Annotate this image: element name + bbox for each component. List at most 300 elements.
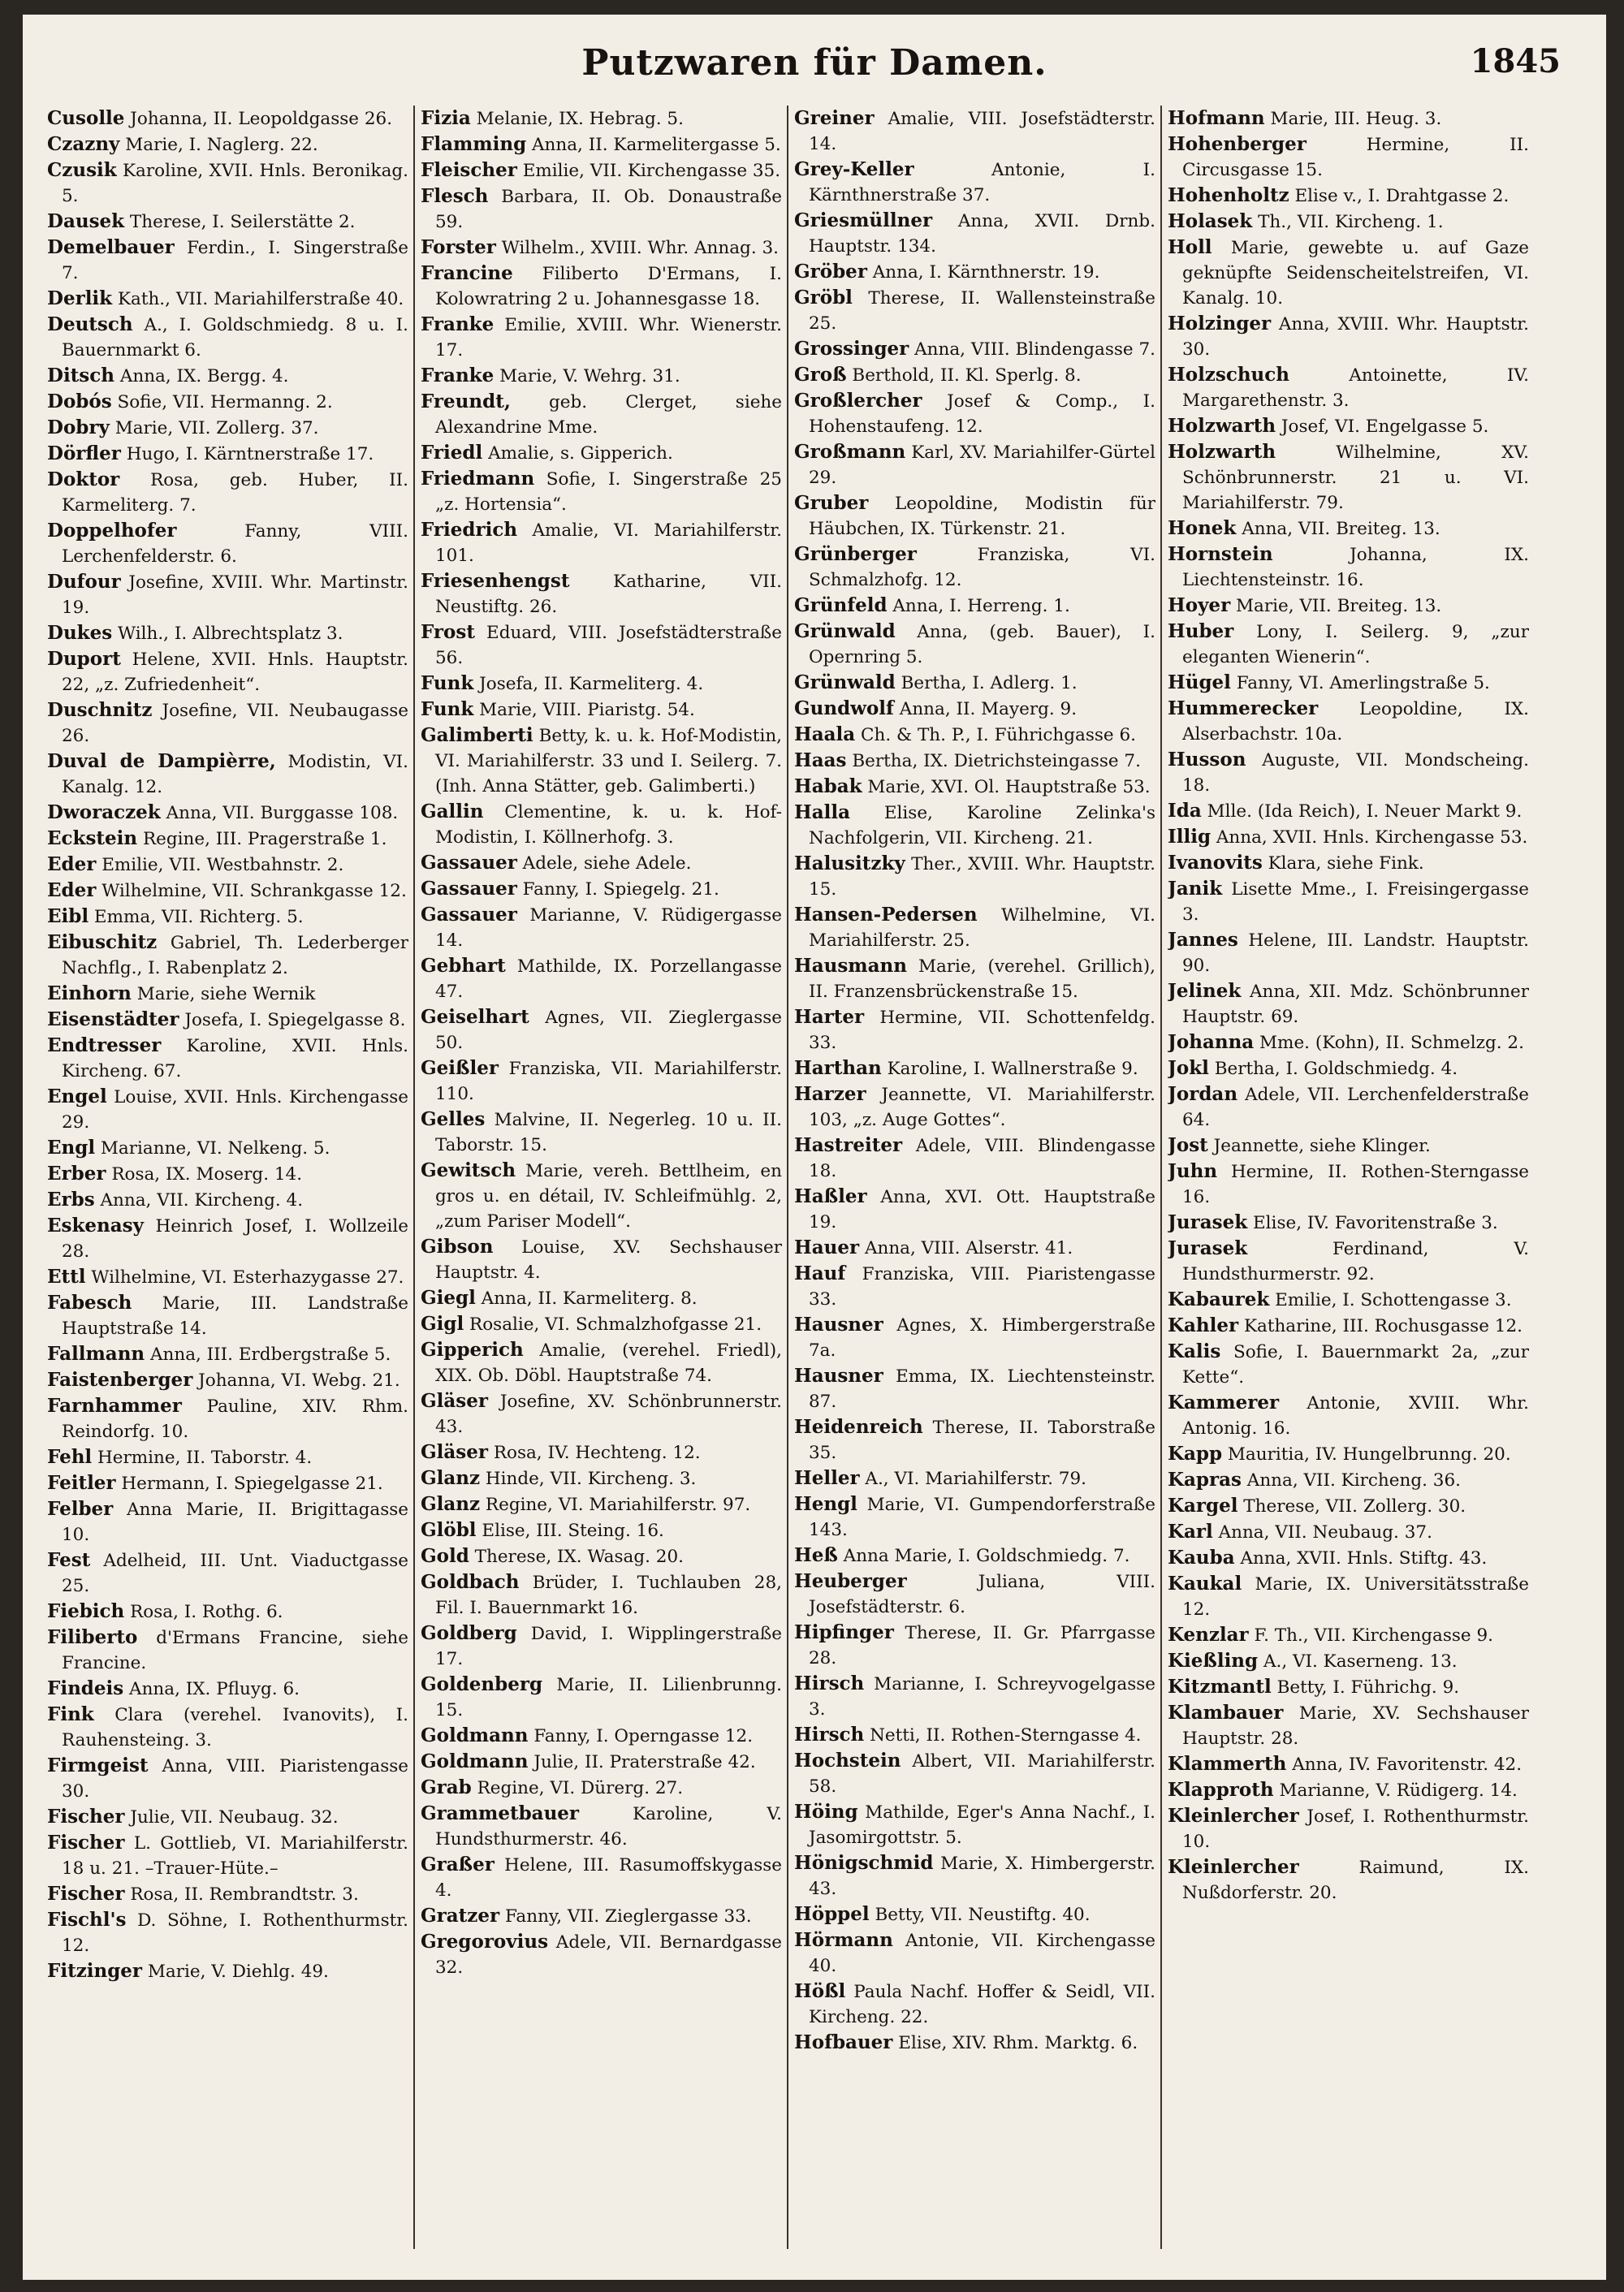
entry-details: Marianne, V. Rüdigergasse 14. [435, 905, 782, 951]
entry-name: Gassauer [421, 904, 517, 926]
entry-name: Glanz [421, 1493, 481, 1515]
entry-name: Czusik [47, 159, 117, 181]
entry-name: Freundt, [421, 391, 511, 412]
entry-details: Lisette Mme., I. Freisingergasse 3. [1182, 879, 1529, 925]
entry-name: Honek [1168, 517, 1237, 539]
entry-details: Amalie, s. Gipperich. [482, 443, 673, 464]
directory-entry [421, 1440, 782, 1465]
directory-entry [794, 670, 1155, 696]
entry-name: Gläser [421, 1441, 488, 1463]
entry-name: Heuberger [794, 1570, 907, 1592]
entry-details: Emilie, VII. Westbahnstr. 2. [96, 855, 344, 875]
directory-entry [1168, 1854, 1529, 1906]
entry-name: Kenzlar [1168, 1624, 1249, 1646]
directory-entry [1168, 850, 1529, 876]
directory-entry [1168, 1133, 1529, 1159]
directory-entry [47, 826, 408, 852]
entry-name: Hönigschmid [794, 1852, 934, 1874]
entry-details: Agnes, X. Himbergerstraße 7a. [809, 1315, 1155, 1361]
entry-details: Albert, VII. Mariahilferstr. 58. [809, 1751, 1155, 1797]
entry-details: Antoinette, IV. Margarethenstr. 3. [1182, 365, 1529, 411]
entry-name: Haala [794, 723, 856, 745]
directory-entry [47, 1444, 408, 1470]
entry-name: Filiberto [47, 1626, 138, 1648]
directory-entry [421, 261, 782, 312]
directory-entry [47, 441, 408, 467]
entry-details: Ferdinand, V. Hundsthurmerstr. 92. [1182, 1239, 1529, 1284]
entry-name: Halusitzky [794, 852, 905, 874]
entry-name: Hohenberger [1168, 133, 1307, 155]
directory-entry [1168, 439, 1529, 516]
entry-name: Friedrich [421, 519, 518, 541]
entry-name: Feitler [47, 1472, 116, 1494]
directory-entry [794, 953, 1155, 1004]
directory-entry [1168, 1287, 1529, 1313]
entry-name: Gröber [794, 261, 867, 283]
directory-entry [1168, 542, 1529, 593]
entry-details: Marie, siehe Wernik [131, 984, 316, 1004]
entry-name: Fiebich [47, 1600, 125, 1622]
entry-name: Greiner [794, 107, 875, 129]
directory-entry [47, 1958, 408, 1984]
entry-details: Mathilde, IX. Porzellangasse 47. [435, 956, 782, 1002]
entry-details: Brüder, I. Tuchlauben 28, Fil. I. Bauernmarkt 16. [435, 1573, 782, 1618]
directory-entry [421, 1672, 782, 1723]
directory-entry [47, 1676, 408, 1702]
entry-name: Dausek [47, 210, 125, 232]
directory-entry [47, 518, 408, 569]
directory-entry [794, 542, 1155, 593]
entry-name: Kargel [1168, 1495, 1238, 1517]
entry-details: Marie, III. Landstraße Hauptstraße 14. [62, 1293, 408, 1339]
directory-entry [421, 106, 782, 132]
entry-name: Dobry [47, 417, 110, 438]
entry-name: Friedmann [421, 468, 535, 490]
directory-entry [1168, 1210, 1529, 1236]
entry-details: Marie, VI. Gumpendorferstraße 143. [809, 1495, 1155, 1540]
entry-details: Marie, V. Wehrg. 31. [494, 366, 680, 386]
entry-name: Jokl [1168, 1057, 1209, 1079]
directory-entry [47, 286, 408, 312]
entry-details: Louise, XVII. Hnls. Kirchengasse 29. [62, 1087, 408, 1133]
entry-name: Deutsch [47, 313, 133, 335]
directory-entry [47, 1625, 408, 1676]
entry-details: Sofie, I. Singerstraße 25 „z. Hortensia“. [435, 469, 782, 515]
entry-name: Hoyer [1168, 594, 1231, 616]
entry-details: Julie, II. Praterstraße 42. [528, 1752, 756, 1772]
directory-entry [47, 620, 408, 646]
entry-details: Marie, I. Naglerg. 22. [119, 135, 318, 155]
entry-name: Fabesch [47, 1292, 132, 1314]
entry-name: Johanna [1168, 1031, 1255, 1053]
directory-entry [794, 748, 1155, 774]
directory-entry [794, 490, 1155, 542]
directory-entry [1168, 1081, 1529, 1133]
entry-name: Hügel [1168, 671, 1231, 693]
column-divider [787, 106, 788, 2249]
entry-details: Anna, II. Mayerg. 9. [893, 699, 1078, 719]
entry-details: Anna, VII. Kircheng. 36. [1241, 1470, 1461, 1491]
entry-details: Josefine, XVIII. Whr. Martinstr. 19. [62, 572, 408, 618]
entry-details: Heinrich Josef, I. Wollzeile 28. [62, 1216, 408, 1262]
directory-entry [1168, 1751, 1529, 1777]
entry-details: Jeannette, VI. Mariahilferstr. 103, „z. Auge Gottes“. [809, 1085, 1155, 1130]
directory-entry [794, 1414, 1155, 1465]
directory-entry [1168, 132, 1529, 183]
entry-details: D. Söhne, I. Rothenthurmstr. 12. [62, 1910, 408, 1956]
entry-details: Bertha, I. Goldschmiedg. 4. [1208, 1059, 1458, 1079]
directory-entry [47, 697, 408, 749]
entry-name: Großmann [794, 441, 906, 463]
entry-details: Adele, siehe Adele. [516, 853, 692, 874]
directory-entry [421, 1852, 782, 1903]
directory-entry [1168, 1648, 1529, 1674]
entry-details: Marianne, VI. Nelkeng. 5. [95, 1138, 330, 1159]
directory-entry [421, 1569, 782, 1621]
entry-details: Sofie, I. Bauernmarkt 2a, „zur Kette“. [1182, 1342, 1529, 1388]
entry-details: A., VI. Mariahilferstr. 79. [859, 1469, 1086, 1489]
directory-entry [47, 1007, 408, 1033]
entry-details: Anna, XII. Mdz. Schönbrunner Hauptstr. 69. [1182, 982, 1529, 1027]
entry-details: Anna, VIII. Piaristengasse 30. [62, 1756, 408, 1802]
entry-name: Goldbach [421, 1571, 520, 1593]
directory-entry [421, 1337, 782, 1388]
entry-name: Klammerth [1168, 1753, 1287, 1775]
directory-entry [47, 1161, 408, 1187]
entry-details: Josef & Comp., I. Hohenstaufeng. 12. [809, 391, 1155, 437]
directory-entry [421, 363, 782, 389]
directory-entry [1168, 1159, 1529, 1210]
entry-details: David, I. Wipplingerstraße 17. [435, 1624, 782, 1669]
directory-entry [1168, 978, 1529, 1029]
directory-entry [1168, 927, 1529, 978]
entry-name: Eckstein [47, 827, 138, 849]
entry-details: Franziska, VII. Mariahilferstr. 110. [435, 1059, 782, 1104]
entry-name: Husson [1168, 749, 1246, 770]
entry-name: Francine [421, 262, 513, 284]
directory-entry [794, 1620, 1155, 1671]
entry-name: Graßer [421, 1854, 495, 1875]
entry-details: Josefine, XV. Schönbrunnerstr. 43. [435, 1392, 782, 1437]
entry-name: Habak [794, 775, 862, 797]
entry-details: Juliana, VIII. Josefstädterstr. 6. [809, 1572, 1155, 1617]
entry-details: Johanna, II. Leopoldgasse 26. [124, 109, 393, 129]
directory-entry [47, 312, 408, 363]
entry-details: Rosa, I. Rothg. 6. [124, 1602, 283, 1622]
entry-name: Hofbauer [794, 2031, 893, 2053]
directory-entry [421, 1929, 782, 1980]
entry-name: Großlercher [794, 390, 922, 412]
directory-entry [47, 1830, 408, 1881]
directory-entry [1168, 413, 1529, 439]
directory-entry [421, 619, 782, 671]
directory-entry [47, 904, 408, 930]
directory-entry [47, 981, 408, 1007]
entry-name: Gassauer [421, 852, 517, 874]
entry-name: Jordan [1168, 1083, 1238, 1105]
entry-name: Gregorovius [421, 1931, 549, 1953]
entry-details: Josefa, I. Spiegelgasse 8. [179, 1010, 406, 1030]
entry-details: Rosa, IV. Hechteng. 12. [487, 1443, 701, 1463]
entry-details: Malvine, II. Negerleg. 10 u. II. Taborstr. 15. [435, 1110, 782, 1155]
entry-details: Elise, III. Steing. 16. [476, 1521, 664, 1541]
entry-details: Karoline, I. Wallnerstraße 9. [881, 1059, 1138, 1079]
entry-details: Therese, IX. Wasag. 20. [469, 1547, 684, 1567]
directory-entry [1168, 1493, 1529, 1519]
directory-entry [794, 1491, 1155, 1543]
entry-name: Dworaczek [47, 801, 161, 823]
directory-entry [421, 466, 782, 517]
entry-details: Anna Marie, II. Brigittagasse 10. [62, 1500, 408, 1545]
entry-name: Juhn [1168, 1160, 1218, 1182]
directory-entry [47, 1753, 408, 1804]
directory-entry [794, 1748, 1155, 1799]
directory-entry [421, 1107, 782, 1158]
entry-name: Gigl [421, 1313, 464, 1335]
directory-entry [1168, 824, 1529, 850]
entry-details: Gabriel, Th. Lederberger Nachflg., I. Rabenplatz 2. [62, 933, 408, 978]
directory-entry [794, 336, 1155, 362]
entry-details: Mme. (Kohn), II. Schmelzg. 2. [1254, 1033, 1524, 1053]
directory-entry [794, 1261, 1155, 1312]
entry-details: Barbara, II. Ob. Donaustraße 59. [435, 187, 782, 232]
entry-details: Helene, XVII. Hnls. Hauptstr. 22, „z. Zufriedenheit“. [62, 650, 408, 695]
entry-name: Hengl [794, 1493, 857, 1515]
directory-entry [794, 902, 1155, 953]
entry-name: Hauer [794, 1237, 860, 1258]
directory-entry [794, 259, 1155, 285]
entry-details: Anna, XVI. Ott. Hauptstraße 19. [809, 1187, 1155, 1232]
directory-entry [794, 1184, 1155, 1235]
entry-details: Anna, XVII. Hnls. Kirchengasse 53. [1211, 827, 1528, 848]
entry-name: Gebhart [421, 955, 506, 977]
entry-name: Heller [794, 1467, 860, 1489]
directory-entry [421, 1234, 782, 1285]
directory-entry [47, 749, 408, 800]
entry-details: Th., VII. Kircheng. 1. [1252, 212, 1444, 232]
entry-details: Emilie, VII. Kirchengasse 35. [516, 161, 781, 181]
directory-entry [47, 1702, 408, 1753]
entry-details: Melanie, IX. Hebrag. 5. [470, 109, 684, 129]
entry-name: Hohenholtz [1168, 184, 1289, 206]
directory-entry [47, 106, 408, 132]
entry-name: Faistenberger [47, 1369, 193, 1391]
directory-entry [794, 1569, 1155, 1620]
entry-name: Hausmann [794, 955, 907, 977]
entry-details: Johanna, IX. Liechtensteinstr. 16. [1182, 545, 1529, 590]
directory-entry [794, 1901, 1155, 1927]
directory-entry [421, 1903, 782, 1929]
entry-details: Adelheid, III. Unt. Viaductgasse 25. [62, 1551, 408, 1596]
directory-entry [1168, 209, 1529, 235]
entry-details: Rosa, II. Rembrandtstr. 3. [124, 1884, 359, 1905]
directory-entry [1168, 1441, 1529, 1467]
entry-details: Katharine, III. Rochusgasse 12. [1238, 1316, 1522, 1336]
directory-entry [794, 1465, 1155, 1491]
directory-entry [1168, 593, 1529, 619]
directory-entry [47, 1213, 408, 1264]
directory-entry [47, 389, 408, 415]
entry-name: Goldmann [421, 1724, 529, 1746]
directory-entry [421, 1543, 782, 1569]
directory-entry [47, 1804, 408, 1830]
directory-columns [47, 106, 1574, 2265]
entry-details: Netti, II. Rothen-Sterngasse 4. [864, 1725, 1142, 1746]
directory-entry [421, 1388, 782, 1440]
directory-entry [794, 362, 1155, 388]
directory-entry [794, 208, 1155, 259]
entry-name: Kaukal [1168, 1573, 1242, 1595]
entry-name: Felber [47, 1498, 114, 1520]
directory-entry [794, 1927, 1155, 1979]
directory-entry [1168, 1390, 1529, 1441]
entry-details: Regine, VI. Mariahilferstr. 97. [480, 1495, 751, 1515]
directory-entry [47, 569, 408, 620]
entry-name: Goldmann [421, 1750, 529, 1772]
entry-details: Hermine, II. Circusgasse 15. [1182, 135, 1529, 180]
entry-details: Therese, I. Seilerstätte 2. [124, 212, 356, 232]
entry-name: Hochstein [794, 1750, 901, 1772]
entry-details: Anna, VII. Breiteg. 13. [1236, 519, 1440, 539]
entry-details: Mlle. (Ida Reich), I. Neuer Markt 9. [1201, 801, 1522, 822]
entry-name: Funk [421, 698, 474, 720]
entry-name: Grünfeld [794, 594, 888, 616]
directory-entry [1168, 747, 1529, 798]
entry-details: Marie, X. Himbergerstr. 43. [809, 1854, 1155, 1899]
directory-entry [794, 1081, 1155, 1133]
entry-details: Johanna, VI. Webg. 21. [192, 1370, 400, 1391]
directory-entry [421, 1158, 782, 1234]
entry-name: Holzwarth [1168, 415, 1276, 437]
directory-entry [1168, 183, 1529, 209]
entry-details: d'Ermans Francine, siehe Francine. [62, 1628, 408, 1673]
directory-entry [421, 1491, 782, 1517]
entry-details: Pauline, XIV. Rhm. Reindorfg. 10. [62, 1396, 408, 1442]
entry-details: Marie, (verehel. Grillich), II. Franzensbrückenstraße 15. [809, 956, 1155, 1002]
directory-entry [47, 1290, 408, 1341]
entry-details: Marianne, V. Rüdigerg. 14. [1273, 1781, 1518, 1801]
entry-name: Fitzinger [47, 1960, 143, 1982]
entry-name: Duport [47, 648, 121, 670]
entry-details: Wilhelmine, XV. Schönbrunnerstr. 21 u. VI. Mariahilferstr. 79. [1182, 442, 1529, 513]
entry-details: Therese, II. Gr. Pfarrgasse 28. [809, 1623, 1155, 1668]
entry-name: Gelles [421, 1108, 486, 1130]
directory-entry [794, 800, 1155, 851]
entry-name: Dukes [47, 622, 113, 644]
column-divider [413, 106, 415, 2249]
entry-details: Ther., XVIII. Whr. Hauptstr. 15. [809, 854, 1155, 900]
directory-entry [421, 517, 782, 568]
directory-entry [794, 1799, 1155, 1850]
entry-details: Josef, VI. Engelgasse 5. [1276, 417, 1489, 437]
entry-name: Jelinek [1168, 980, 1242, 1002]
entry-name: Gröbl [794, 287, 853, 309]
entry-details: Emma, IX. Liechtensteinstr. 87. [809, 1366, 1155, 1412]
entry-details: A., VI. Kaserneng. 13. [1258, 1651, 1458, 1672]
directory-entry [421, 440, 782, 466]
entry-name: Grünwald [794, 671, 896, 693]
entry-name: Harthan [794, 1057, 882, 1079]
entry-name: Galimberti [421, 724, 533, 746]
entry-details: Therese, II. Wallensteinstraße 25. [809, 288, 1155, 334]
entry-name: Kapras [1168, 1469, 1242, 1491]
directory-entry [794, 619, 1155, 670]
directory-entry [421, 671, 782, 697]
entry-name: Fischer [47, 1806, 125, 1828]
directory-entry [421, 1801, 782, 1852]
page-title: Putzwaren für Damen. [581, 42, 1047, 84]
directory-entry [47, 1547, 408, 1599]
entry-details: Ferdin., I. Singerstraße 7. [62, 238, 408, 283]
entry-details: Anna, IV. Favoritenstr. 42. [1286, 1755, 1522, 1775]
entry-details: Karl, XV. Mariahilfer-Gürtel 29. [809, 442, 1155, 488]
directory-entry [1168, 362, 1529, 413]
entry-details: Lony, I. Seilerg. 9, „zur eleganten Wienerin“. [1182, 622, 1529, 667]
entry-details: Adele, VII. Bernardgasse 32. [435, 1932, 782, 1978]
entry-details: Rosalie, VI. Schmalzhofgasse 21. [464, 1314, 762, 1335]
directory-entry [421, 1749, 782, 1775]
directory-entry [1168, 1029, 1529, 1055]
directory-entry [47, 1264, 408, 1290]
entry-name: Eibuschitz [47, 931, 158, 953]
entry-details: Betty, VII. Neustiftg. 40. [869, 1905, 1091, 1925]
directory-entry [794, 722, 1155, 748]
entry-name: Friesenhengst [421, 570, 570, 592]
page-number: 1845 [1470, 42, 1561, 80]
entry-name: Jurasek [1168, 1237, 1248, 1259]
entry-name: Huber [1168, 620, 1234, 642]
directory-entry [47, 1393, 408, 1444]
directory-entry [421, 568, 782, 619]
entry-name: Endtresser [47, 1034, 162, 1056]
entry-name: Groß [794, 364, 847, 386]
entry-name: Kapp [1168, 1443, 1223, 1465]
directory-entry [1168, 1777, 1529, 1803]
entry-name: Fink [47, 1703, 94, 1725]
directory-entry [421, 1311, 782, 1337]
entry-name: Doktor [47, 468, 120, 490]
entry-details: Mathilde, Eger's Anna Nachf., I. Jasomirgottstr. 5. [809, 1802, 1155, 1848]
entry-name: Hirsch [794, 1673, 865, 1694]
column-3 [794, 106, 1155, 2265]
entry-details: Therese, II. Taborstraße 35. [809, 1418, 1155, 1463]
directory-entry [47, 930, 408, 981]
directory-entry [421, 1285, 782, 1311]
directory-entry [794, 1133, 1155, 1184]
entry-name: Eder [47, 879, 97, 901]
entry-details: Clementine, k. u. k. Hof-Modistin, I. Köllnerhofg. 3. [435, 802, 782, 848]
directory-entry [794, 1671, 1155, 1722]
entry-name: Fleischer [421, 159, 517, 181]
entry-name: Haßler [794, 1185, 867, 1207]
entry-details: Josefine, VII. Neubaugasse 26. [62, 701, 408, 746]
entry-details: Josef, I. Rothenthurmstr. 10. [1182, 1806, 1529, 1852]
directory-entry [47, 1470, 408, 1496]
directory-entry [421, 1055, 782, 1107]
entry-details: Hermine, VII. Schottenfeldg. 33. [809, 1008, 1155, 1053]
entry-details: Helene, III. Landstr. Hauptstr. 90. [1182, 930, 1529, 976]
directory-entry [794, 851, 1155, 902]
entry-details: Marie, VII. Breiteg. 13. [1230, 596, 1442, 616]
entry-details: Jeannette, siehe Klinger. [1207, 1136, 1431, 1156]
entry-details: Marie, XV. Sechshauser Hauptstr. 28. [1182, 1703, 1529, 1749]
entry-name: Hausner [794, 1314, 883, 1336]
entry-details: Emilie, I. Schottengasse 3. [1269, 1290, 1512, 1310]
entry-name: Holzwarth [1168, 441, 1276, 463]
entry-name: Jost [1168, 1134, 1208, 1156]
entry-name: Kalis [1168, 1340, 1221, 1362]
entry-details: Anna, II. Karmelitergasse 5. [526, 135, 781, 155]
